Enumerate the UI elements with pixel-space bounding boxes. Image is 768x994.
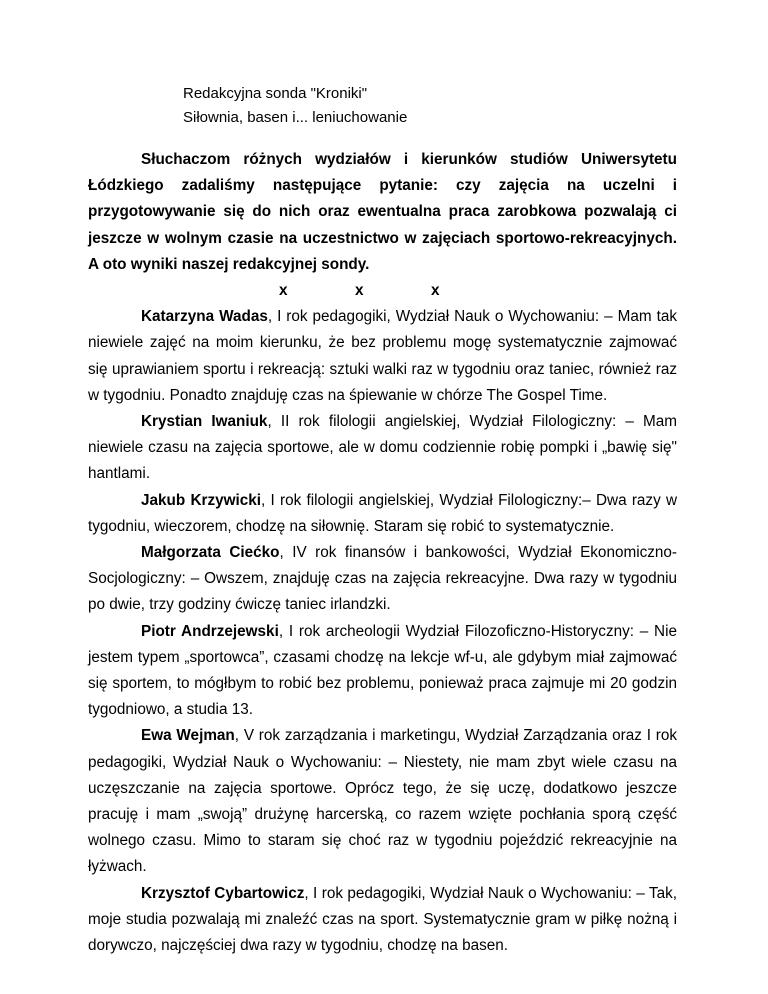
answer-paragraph [88, 540, 677, 619]
separator-mark: x [279, 282, 288, 300]
separator-mark: x [431, 282, 440, 300]
respondent-name: Ewa Wejman [141, 727, 235, 745]
answer-paragraph [88, 881, 677, 960]
respondent-name: Małgorzata Ciećko [141, 544, 280, 562]
respondent-answer: , IV rok finansów i bankowości, Wydział Ekonomiczno-Socjologiczny: – Owszem, znajduję czas na zajęcia rekreacyjne. Dwa razy w tygodniu po dwie, trzy godziny ćwiczę taniec irlandzki. [88, 544, 678, 614]
article-body [88, 147, 677, 959]
answer-paragraph [88, 619, 677, 724]
intro-paragraph: Słuchaczom różnych wydziałów i kierunków studiów Uniwersytetu Łódzkiego zadaliśmy następujące pytanie: czy zajęcia na uczelni i przygotowywanie się do nich oraz ewentualna praca zarobkowa pozwalają ci jeszcze w wolnym czasie na uczestnictwo w zajęciach sportowo-rekreacyjnych. A oto wyniki naszej redakcyjnej sondy. [88, 151, 677, 273]
respondent-answer: , I rok pedagogiki, Wydział Nauk o Wychowaniu: – Mam tak niewiele zajęć na moim kierunku, że bez problemu mogę systematycznie zajmować się uprawianiem sportu i rekreacją: sztuki walki raz w tygodniu oraz taniec, również raz w tygodniu. Ponadto znajduję czas na śpiewanie w chórze The Gospel Time. [88, 308, 677, 404]
respondent-answer: , II rok filologii angielskiej, Wydział Filologiczny: – Mam niewiele czasu na zajęcia sportowe, ale w domu codziennie robię pompki i „bawię się" hantlami. [88, 413, 677, 483]
respondent-name: Krystian Iwaniuk [141, 413, 268, 431]
respondent-answer: , V rok zarządzania i marketingu, Wydział Zarządzania oraz I rok pedagogiki, Wydział Nauk o Wychowaniu: – Niestety, nie mam zbyt wiele czasu na uczęszczanie na zajęcia sportowe. Oprócz tego, że się uczę, dodatkowo jeszcze pracuję i mam „swoją” drużynę harcerską, co razem wzięte pochłania sporą część wolnego czasu. Mimo to staram się choć raz w tygodniu pojeździć rekreacyjnie na łyżwach. [88, 727, 678, 876]
respondent-answer: , I rok filologii angielskiej, Wydział Filologiczny:– Dwa razy w tygodniu, wieczorem, chodzę na siłownię. Staram się robić to systematycznie. [88, 491, 678, 535]
answer-paragraph [88, 304, 677, 409]
respondent-name: Katarzyna Wadas [141, 308, 268, 326]
separator-mark: x [355, 282, 364, 300]
respondent-answer: , I rok archeologii Wydział Filozoficzno-Historyczny: – Nie jestem typem „sportowca”, czasami chodzę na lekcje wf-u, ale gdybym miał zajmować się sportem, to mógłbym to robić bez problemu, ponieważ praca zajmuje mi 20 godzin tygodniowo, a studia 13. [88, 622, 678, 719]
article-subtitle: Siłownia, basen i... leniuchowanie [183, 109, 408, 126]
respondent-name: Jakub Krzywicki [141, 491, 262, 509]
respondent-answer: , I rok pedagogiki, Wydział Nauk o Wychowaniu: – Tak, moje studia pozwalają mi znaleźć czas na sport. Systematycznie gram w piłkę nożną i dorywczo, najczęściej dwa razy w tygodniu, chodzę na basen. [88, 884, 677, 955]
section-separator [88, 278, 677, 304]
answer-paragraph [88, 723, 677, 880]
respondent-name: Piotr Andrzejewski [141, 622, 279, 640]
answer-paragraph [88, 409, 677, 488]
answer-paragraph [88, 488, 677, 540]
respondent-name: Krzysztof Cybartowicz [141, 884, 305, 902]
article-title: Redakcyjna sonda "Kroniki" [183, 85, 368, 102]
